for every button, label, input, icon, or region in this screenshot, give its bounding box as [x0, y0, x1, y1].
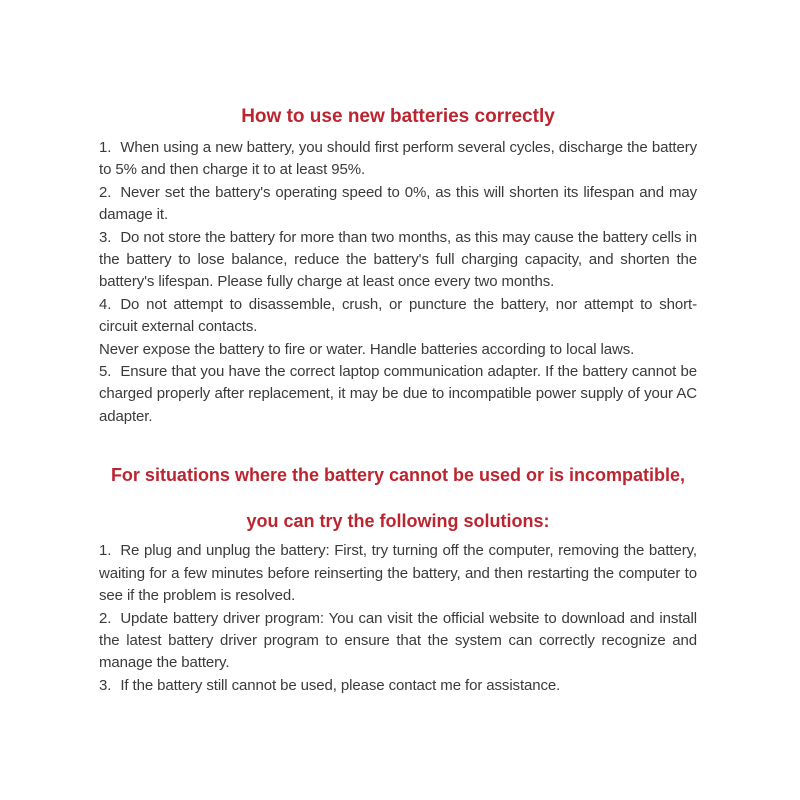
item-number: 3. — [99, 676, 112, 694]
item-text: Update battery driver program: You can visit the official website to download and install the latest battery driver program to ensure that the system can correctly recognize and manage the battery. — [99, 609, 697, 672]
item-text: Do not store the battery for more than two months, as this may cause the battery cells in the battery to lose balance, reduce the battery's full charging capacity, and shorten the battery's lifespan. Please fully charge at least once every two months. — [99, 228, 697, 291]
troubleshooting-solution-list — [99, 540, 697, 697]
list-item — [99, 361, 697, 428]
item-text: Re plug and unplug the battery: First, try turning off the computer, removing the battery, waiting for a few minutes before reinserting the battery, and then restarting the computer to see if the problem is resolved. — [99, 542, 697, 605]
usage-instruction-list — [99, 137, 697, 428]
item-number: 1. — [99, 139, 112, 156]
list-item — [99, 608, 697, 675]
item-number: 2. — [99, 183, 112, 201]
item-number: 2. — [99, 609, 112, 627]
list-item — [99, 137, 697, 182]
item-text: If the battery still cannot be used, please contact me for assistance. — [120, 676, 561, 694]
item-text: When using a new battery, you should first perform several cycles, discharge the battery to 5% and then charge it to at least 95%. — [99, 139, 697, 179]
item-number: 3. — [99, 228, 112, 246]
list-item — [99, 339, 697, 361]
usage-section-title: How to use new batteries correctly — [241, 106, 555, 127]
item-number: 4. — [99, 295, 112, 313]
troubleshooting-section-title-line1: For situations where the battery cannot be used or is incompatible, — [110, 465, 686, 486]
list-item — [99, 540, 697, 607]
item-number: 5. — [99, 363, 112, 381]
list-item — [99, 675, 697, 697]
item-text: Do not attempt to disassemble, crush, or puncture the battery, nor attempt to short-circuit external contacts. — [99, 295, 697, 336]
troubleshooting-section-title-line2: you can try the following solutions: — [246, 511, 550, 532]
item-number: 1. — [99, 542, 112, 560]
list-item — [99, 227, 697, 294]
item-text: Ensure that you have the correct laptop communication adapter. If the battery cannot be charged properly after replacement, it may be due to incompatible power supply of your AC adapter. — [99, 363, 697, 425]
item-text: Never set the battery's operating speed to 0%, as this will shorten its lifespan and may damage it. — [99, 183, 697, 224]
list-item — [99, 182, 697, 227]
item-text: Never expose the battery to fire or water. Handle batteries according to local laws. — [99, 340, 635, 358]
list-item — [99, 294, 697, 339]
